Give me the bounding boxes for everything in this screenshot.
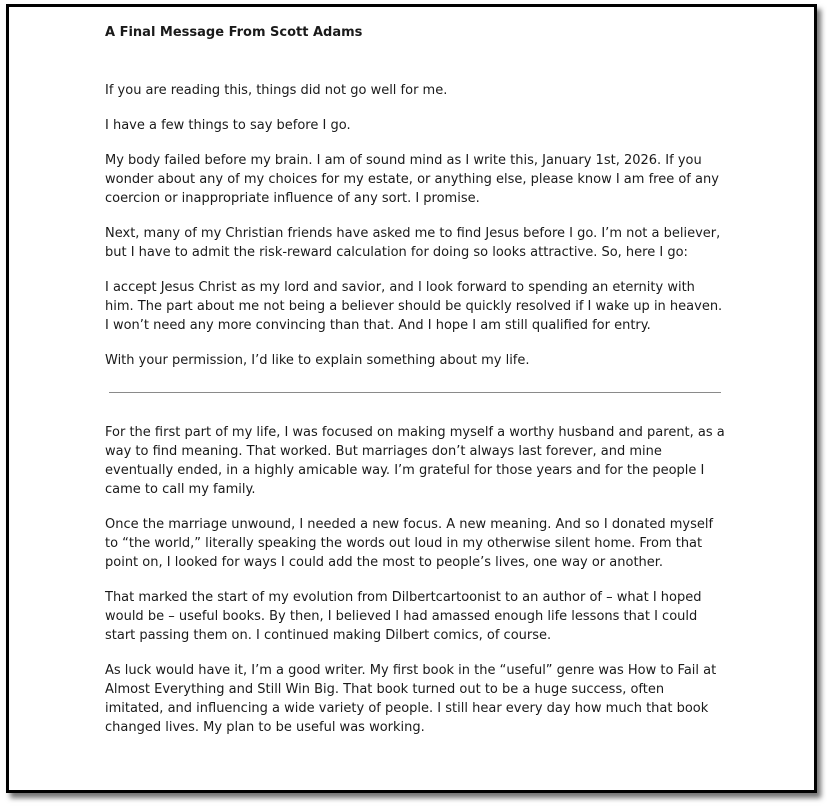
paragraph: I accept Jesus Christ as my lord and savior, and I look forward to spending an eternity with him. The part about me not being a believer should be quickly resolved if I wake up in heaven. I won’t need any more convincing than that. And I hope I am still qualified for entry. [105, 280, 723, 333]
paragraph: If you are reading this, things did not go well for me. [105, 83, 448, 98]
paragraph: With your permission, I’d like to explain something about my life. [105, 353, 530, 368]
document-body [105, 23, 725, 753]
paragraph: Next, many of my Christian friends have asked me to find Jesus before I go. I’m not a believer, but I have to admit the risk-reward calculation for doing so looks attractive. So, here I go: [105, 226, 721, 260]
paragraph: I have a few things to say before I go. [105, 118, 351, 133]
paragraph: For the first part of my life, I was focused on making myself a worthy husband and parent, as a way to find meaning. That worked. But marriages don’t always last forever, and mine eventually ended, in a highly amicable way. I’m grateful for those years and for the people I came to call my family. [105, 425, 725, 497]
document-frame [6, 4, 817, 793]
paragraph: As luck would have it, I’m a good writer. My first book in the “useful” genre was How to Fail at Almost Everything and Still Win Big. That book turned out to be a huge success, often imitated, and influencing a wide variety of people. I still hear every day how much that book changed lives. My plan to be useful was working. [105, 663, 717, 735]
paragraph: That marked the start of my evolution from Dilbertcartoonist to an author of – what I hoped would be – useful books. By then, I believed I had amassed enough life lessons that I could start passing them on. I continued making Dilbert comics, of course. [105, 590, 702, 643]
document-title: A Final Message From Scott Adams [105, 25, 363, 40]
paragraph: Once the marriage unwound, I needed a new focus. A new meaning. And so I donated myself to “the world,” literally speaking the words out loud in my otherwise silent home. From that point on, I looked for ways I could add the most to people’s lives, one way or another. [105, 517, 714, 570]
section-divider [109, 392, 721, 393]
paragraph: My body failed before my brain. I am of sound mind as I write this, January 1st, 2026. If you wonder about any of my choices for my estate, or anything else, please know I am free of any coercion or inappropriate influence of any sort. I promise. [105, 153, 719, 206]
